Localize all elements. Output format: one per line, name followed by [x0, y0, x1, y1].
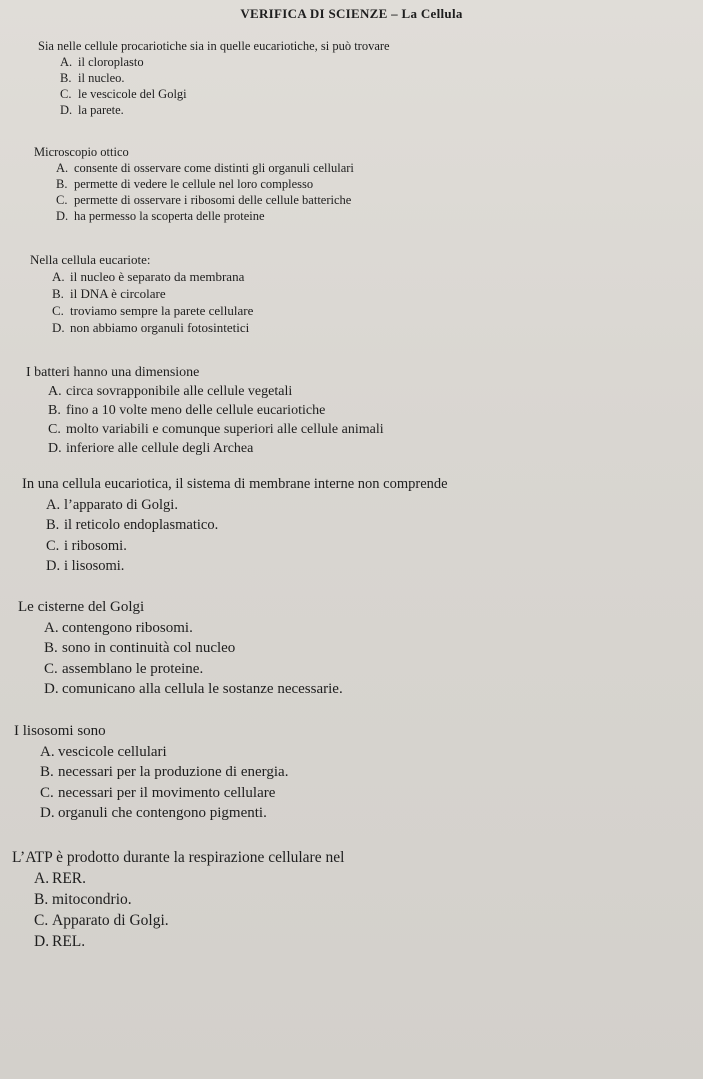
option-text: la parete.: [78, 103, 124, 117]
option-b: [60, 70, 390, 86]
option-c: [52, 302, 253, 319]
option-letter: D.: [52, 320, 65, 335]
option-text: le vescicole del Golgi: [78, 87, 187, 101]
options-list: [34, 868, 344, 952]
option-text: assemblano le proteine.: [62, 660, 204, 677]
question-stem: I lisosomi sono: [14, 723, 106, 739]
question-stem: L’ATP è prodotto durante la respirazione cellulare nel: [12, 849, 345, 866]
option-b: [56, 176, 354, 192]
option-text: REL.: [52, 933, 86, 950]
option-text: l’apparato di Golgi.: [64, 496, 178, 513]
option-text: mitocondrio.: [52, 891, 132, 908]
option-letter: A.: [34, 870, 50, 887]
option-d: [44, 679, 343, 700]
options-list: [48, 382, 384, 458]
option-b: [40, 762, 288, 783]
option-b: [48, 401, 384, 420]
option-d: [52, 319, 253, 336]
option-text: molto variabili e comunque superiori alle cellule animali: [66, 422, 384, 437]
question-2: [34, 144, 354, 224]
option-text: i lisosomi.: [64, 558, 125, 574]
option-text: i ribosomi.: [64, 537, 127, 554]
options-list: [40, 742, 288, 824]
option-text: necessari per la produzione di energia.: [58, 764, 289, 780]
option-text: Apparato di Golgi.: [52, 912, 169, 929]
option-a: [48, 382, 384, 401]
option-a: [60, 54, 390, 70]
question-5: [22, 474, 448, 577]
option-letter: C.: [40, 784, 54, 801]
question-stem: In una cellula eucariotica, il sistema di membrane interne non comprende: [22, 476, 448, 492]
option-d: [40, 803, 288, 824]
option-letter: D.: [44, 681, 59, 697]
option-letter: D.: [48, 441, 62, 456]
options-list: [60, 54, 390, 118]
option-letter: A.: [52, 269, 65, 284]
question-stem: Sia nelle cellule procariotiche sia in quelle eucariotiche, si può trovare: [38, 39, 390, 53]
option-text: RER.: [52, 870, 87, 887]
options-list: [56, 160, 354, 224]
option-a: [34, 868, 344, 889]
option-text: sono in continuità col nucleo: [62, 640, 236, 656]
option-text: permette di vedere le cellule nel loro complesso: [74, 177, 314, 191]
question-stem: Le cisterne del Golgi: [18, 599, 145, 615]
option-letter: C.: [46, 537, 60, 554]
option-letter: B.: [44, 640, 58, 656]
option-c: [44, 659, 343, 680]
option-d: [48, 439, 384, 458]
option-c: [48, 420, 384, 439]
option-c: [40, 783, 288, 804]
option-c: [34, 910, 344, 931]
option-letter: B.: [40, 764, 54, 780]
option-a: [44, 618, 343, 639]
option-a: [56, 160, 354, 176]
option-letter: A.: [44, 619, 59, 636]
option-letter: B.: [34, 891, 49, 908]
option-letter: B.: [56, 177, 68, 191]
question-8: [12, 847, 344, 952]
option-a: [46, 495, 448, 516]
option-letter: A.: [46, 496, 61, 513]
option-letter: B.: [48, 403, 61, 418]
option-letter: B.: [60, 71, 72, 85]
option-c: [60, 86, 390, 102]
option-text: consente di osservare come distinti gli organuli cellulari: [74, 161, 354, 175]
option-letter: C.: [56, 193, 68, 207]
option-text: circa sovrapponibile alle cellule vegetali: [66, 384, 293, 399]
option-b: [34, 889, 344, 910]
option-text: fino a 10 volte meno delle cellule eucariotiche: [66, 403, 326, 418]
option-letter: B.: [46, 517, 60, 533]
option-a: [40, 742, 288, 763]
option-letter: D.: [60, 103, 73, 117]
option-text: il nucleo.: [78, 71, 125, 85]
option-b: [52, 285, 253, 302]
option-text: organuli che contengono pigmenti.: [58, 805, 267, 821]
option-letter: A.: [60, 55, 73, 69]
option-c: [56, 192, 354, 208]
option-text: permette di osservare i ribosomi delle cellule batteriche: [74, 193, 352, 207]
option-text: il cloroplasto: [78, 55, 144, 69]
option-d: [34, 931, 344, 952]
options-list: [46, 495, 448, 577]
option-text: comunicano alla cellula le sostanze necessarie.: [62, 681, 343, 697]
option-letter: C.: [60, 87, 72, 101]
question-3: [30, 251, 253, 336]
option-text: contengono ribosomi.: [62, 619, 193, 636]
question-6: [18, 597, 343, 700]
question-7: [14, 721, 288, 824]
option-letter: D.: [40, 805, 55, 821]
option-text: ha permesso la scoperta delle proteine: [74, 209, 265, 223]
option-letter: C.: [34, 912, 49, 929]
option-text: non abbiamo organuli fotosintetici: [70, 320, 250, 335]
page-title: VERIFICA DI SCIENZE – La Cellula: [240, 6, 463, 21]
question-1: [38, 38, 390, 118]
option-text: inferiore alle cellule degli Archea: [66, 441, 254, 456]
options-list: [52, 268, 253, 336]
option-letter: C.: [44, 660, 58, 677]
question-stem: Nella cellula eucariote:: [30, 252, 151, 267]
option-letter: A.: [40, 743, 55, 760]
option-letter: A.: [48, 384, 62, 399]
option-a: [52, 268, 253, 285]
option-b: [44, 638, 343, 659]
option-d: [56, 208, 354, 224]
option-text: il DNA è circolare: [70, 286, 166, 301]
option-d: [46, 556, 448, 577]
question-stem: Microscopio ottico: [34, 145, 129, 159]
option-letter: D.: [46, 558, 61, 574]
option-c: [46, 536, 448, 557]
option-d: [60, 102, 390, 118]
option-text: necessari per il movimento cellulare: [58, 784, 276, 801]
option-text: vescicole cellulari: [58, 743, 167, 760]
option-text: il reticolo endoplasmatico.: [64, 517, 219, 533]
question-stem: I batteri hanno una dimensione: [26, 365, 200, 380]
option-letter: C.: [52, 303, 64, 318]
option-letter: D.: [56, 209, 69, 223]
option-letter: A.: [56, 161, 69, 175]
option-b: [46, 515, 448, 536]
option-letter: D.: [34, 933, 50, 950]
question-4: [26, 363, 384, 458]
option-letter: B.: [52, 286, 64, 301]
option-text: il nucleo è separato da membrana: [70, 269, 245, 284]
options-list: [44, 618, 343, 700]
option-text: troviamo sempre la parete cellulare: [70, 303, 254, 318]
option-letter: C.: [48, 422, 61, 437]
